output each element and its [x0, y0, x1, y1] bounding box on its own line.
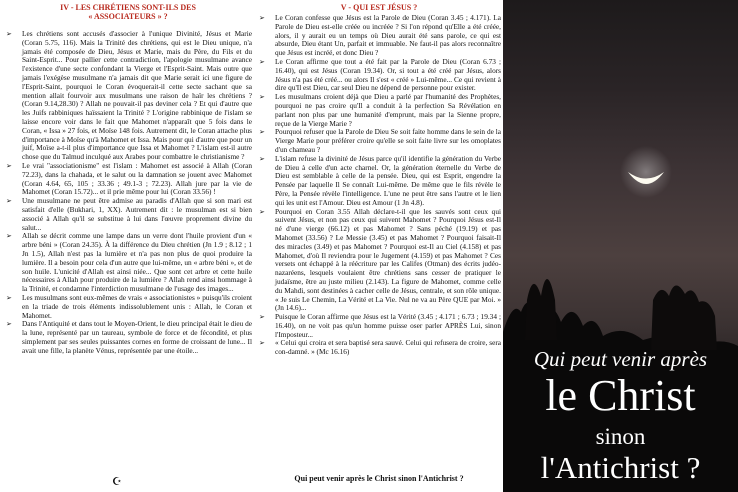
left-title-line1: IV - LES CHRÉTIENS SONT-ILS DES	[60, 3, 196, 12]
left-column	[4, 3, 252, 355]
middle-column	[257, 3, 501, 357]
left-title-line2: « ASSOCIATEURS » ?	[88, 12, 168, 21]
left-bullet-1: ➢ Les chrétiens sont accusés d'associer à l'unique Divinité, Jésus et Marie (Coran 5.75, 116). Mais la Trinité des chrétiens, qui est le Dieu unique, n'a jamais été composée de Dieu, Jésus et Marie, mais du Père, du Fils et du Saint-Esprit... Pour pallier cette contradiction, l'apologie musulmane avance l'existence d'une secte confondant la Vierge et l'Esprit-Saint. Mais outre que jamais l'exégèse musulmane n'a jamais dit que Marie serait ici une figure de l'Esprit-Saint, pourquoi le Coran évoquerait-il cette secte sachant que sa mention allait fourvoir aux musulmans une raison de haïr les chrétiens ? (Coran 9.14,28.30) ? Allah ne pouvait-il pas deviner cela ? Et qui d'autre que les Juifs rabbiniques haïssaient la Trinité ? L'origine rabbinique de l'islam se laisse encore voir dans le fait que Mahomet n'apparaît que 5 fois dans le Coran, « Issa » 27 fois, et Moïse 148 fois. Autrement dit, le Coran attache plus d'importance à Moïse qu'à Mahomet et Issa. Mais pour qui d'autre que pour un juif, Moïse a-t-il plus d'importance que Issa et Mahomet ? L'islam est-il autre chose que du Talmud inculqué aux Arabes pour combattre le christianisme ?	[4, 30, 252, 162]
night-sky-photo	[503, 0, 738, 492]
middle-bullet-list	[257, 14, 501, 357]
left-column-title	[4, 3, 252, 21]
poster-line-2: le Christ	[545, 371, 696, 420]
left-bullet-6: ➢ Dans l'Antiquité et dans tout le Moyen-Orient, le dieu principal était le dieu de la lune, représenté par un taureau, symbole de force et de fécondité, et plus simplement par ses seules puissantes cornes en forme de croissant de lune... Il avait une fille, la planète Vénus, représentée par une étoile...	[4, 320, 252, 355]
middle-column-title: V - QUI EST JÉSUS ?	[340, 3, 418, 12]
middle-bullet-6: ➢ Pourquoi en Coran 3.55 Allah déclare-t-il que les sauvés sont ceux qui suivent Jésus, et non pas ceux qui suivent Mahomet ? Pourquoi Jésus est-Il né d'une vierge (66.12) et pas Mahomet ? Sans péché (19.19) et pas Mahomet (33.56) ? Le Messie (3.45) et pas Mahomet ? Pourquoi faisait-Il des miracles (3.49) et pas Mahomet ? Pourquoi est-Il au Ciel (4.158) et pas Mahomet, d'où Il reviendra pour le Jugement (4.159) et pas Mahomet ? Ces versets ont échappé à la réécriture par les Califes (Otman) des écrits judéo-nazaréens, lesquels voulaient être chrétiens sans cesser de pratiquer le judaïsme, être au juste milieu (2.143). La figure de Mahomet, comme celle du Mahdi, sont destinées à cacher celle de Jésus, centrale, et son rôle unique. « Je suis Le Chemin, La Vérité et La Vie. Nul ne va au Père QUE par Moi. » (Jn 14.6)...	[257, 208, 501, 314]
left-bullet-5: ➢ Les musulmans sont eux-mêmes de vrais « associationistes » puisqu'ils croient en la triade de trois éléments indissolublement unis : Allah, le Coran et Mahomet.	[4, 294, 252, 320]
left-bullet-2: ➢ Le vrai "associationisme" est l'islam : Mahomet est associé à Allah (Coran 72.23), dans la chahada, et le salut ou la damnation se jouent avec Mahomet (Coran 4.64, 65, 105 ; 33.36 ; 49.1-3 ; 72.23). Allah jure par la vie de Mahomet (Coran 15.72)... et il prie même pour lui (Coran 33.56) !	[4, 162, 252, 197]
poster-line-3: sinon	[595, 424, 646, 449]
middle-bullet-2: ➢ Le Coran affirme que tout a été fait par la Parole de Dieu (Coran 6.73 ; 16.40), qui est Jésus (Coran 19.34). Or, si tout a été créé par Jésus, alors Jésus n'a pas été créé... ou alors Il s'est « créé » Lui-même... Ce qui revient à dire qu'Il est Dieu, car seul Dieu ne dépend de personne pour exister.	[257, 58, 501, 93]
left-bullet-3: ➢ Une musulmane ne peut être admise au paradis d'Allah que si son mari est satisfait d'elle (Bukhari, 1, XX). Autrement dit : le musulman est si bien associé à Allah qu'il se substitue à lui dans l'œuvre proprement divine du salut...	[4, 197, 252, 232]
poster-line-1: Qui peut venir après	[533, 347, 708, 371]
middle-bullet-5: ➢ L'islam refuse la divinité de Jésus parce qu'il identifie la génération du Verbe de Dieu à celle d'un acte charnel. Or, la génération éternelle du Verbe de Dieu est semblable à celle de la pensée. Dieu, qui est Esprit, engendre la Pensée par laquelle Il Se connaît Lui-même. De même que le fils révèle le Père, la Pensée révèle l'intelligence. L'une ne peut être sans l'autre et le lien qui les unit est l'Amour. Dieu est Amour (1 Jn 4.8).	[257, 155, 501, 208]
middle-bullet-7: ➢ Puisque le Coran affirme que Jésus est la Vérité (3.45 ; 4.171 ; 6.73 ; 19.34 ; 16.40), on ne voit pas qu'un homme puisse oser parler APRÈS Lui, sinon l'Imposteur...	[257, 313, 501, 339]
left-bullet-list	[4, 30, 252, 355]
closing-question: Qui peut venir après le Christ sinon l'Antichrist ?	[294, 474, 464, 483]
crescent-star-icon: ☪	[112, 475, 122, 488]
middle-bullet-1: ➢ Le Coran confesse que Jésus est la Parole de Dieu (Coran 3.45 ; 4.171). La Parole de Dieu est-elle créée ou incréée ? Si l'on répond qu'Elle a été créée, alors, il y aurait eu un temps où Dieu aurait été sans parole, ce qui est absurde, Dieu étant Un, parfait et immuable. Ne faut-il pas alors reconnaître que Jésus est incréé, et donc Dieu ?	[257, 14, 501, 58]
poster-line-4: l'Antichrist ?	[540, 450, 701, 485]
middle-bullet-3: ➢ Les musulmans croient déjà que Dieu a parlé par l'humanité des Prophètes, pourquoi ne pas croire qu'Il a conduit à la perfection Sa Révélation en parlant non plus par une humanité d'emprunt, mais par la Sienne propre, reçue de la Vierge Marie ?	[257, 93, 501, 128]
middle-bullet-8: ➢ « Celui qui croira et sera baptisé sera sauvé. Celui qui refusera de croire, sera con-damné. » (Mc 16.16)	[257, 339, 501, 357]
left-bullet-4: ➢ Allah se décrit comme une lampe dans un verre dont l'huile provient d'un « arbre béni » (Coran 24.35). À la différence du Dieu chrétien (Jn 1.9 ; 8.12 ; 1 Jn 1.5), Allah n'est pas la lumière et n'a pas non plus de quoi produire la lumière. Il a besoin pour cela d'un autre que lui-même, un « arbre béni », et de son huile. L'unicité d'Allah est ainsi niée... Que sont cet arbre et cette huile nécessaires à Allah pour produire de la lumière ? Allah rend ainsi hommage à la Trinité, et condamne l'interdiction musulmane de l'usage des images...	[4, 232, 252, 294]
middle-bullet-4: ➢ Pourquoi refuser que la Parole de Dieu Se soit faite homme dans le sein de la Vierge Marie pour préférer croire qu'elle se soit faite livre sur les omoplates d'un chameau ?	[257, 128, 501, 154]
